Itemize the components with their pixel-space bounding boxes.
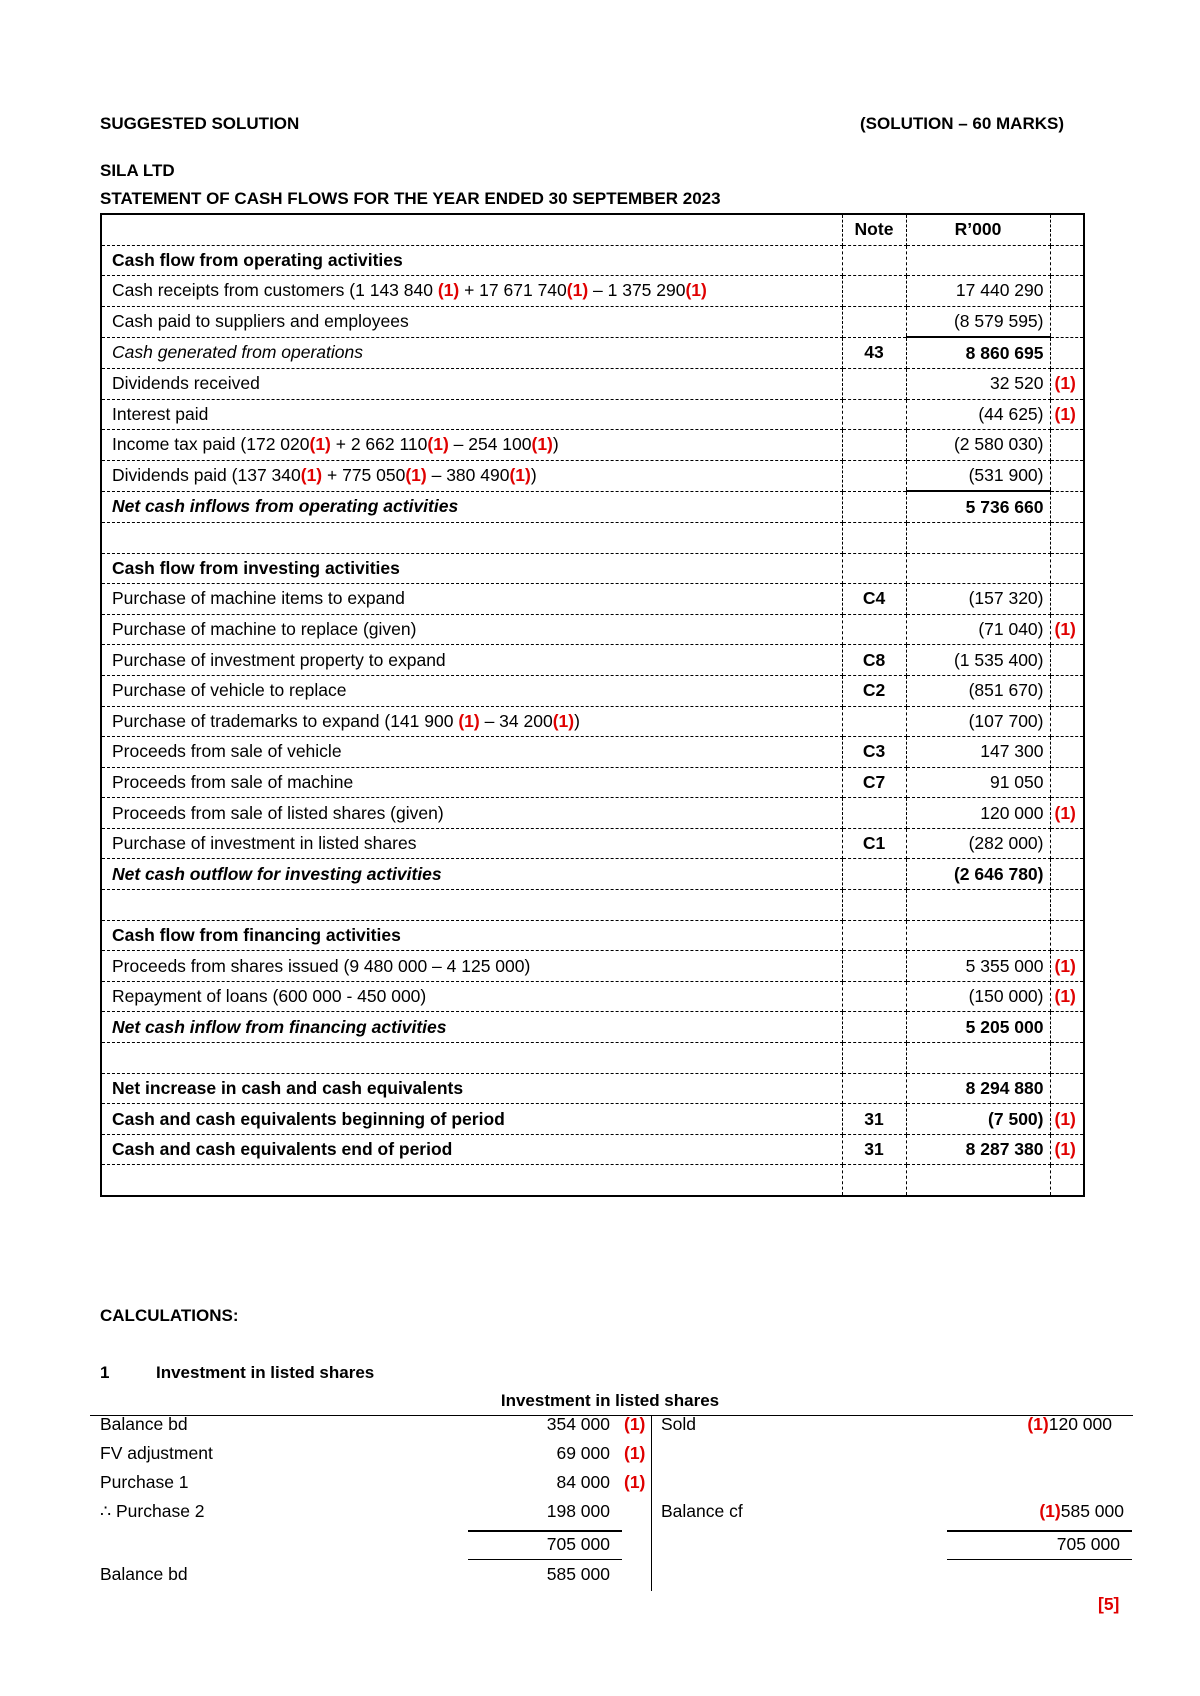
- row-description: [101, 337, 842, 368]
- row-note: [842, 522, 906, 553]
- row-amount: [906, 245, 1050, 276]
- debit-bd-amount: 585 000: [546, 1564, 610, 1584]
- table-row: [101, 553, 1084, 584]
- row-amount: (8 579 595): [906, 306, 1050, 337]
- table-row: [101, 675, 1084, 706]
- inline-mark: (1): [300, 465, 323, 486]
- credit-total: 705 000: [947, 1530, 1132, 1555]
- table-row: [101, 522, 1084, 553]
- row-description: [101, 859, 842, 890]
- row-text: Proceeds from sale of machine: [112, 771, 354, 792]
- table-row: [101, 1165, 1084, 1196]
- row-note: [842, 491, 906, 522]
- table-row: [101, 828, 1084, 859]
- row-mark: [1050, 337, 1084, 368]
- row-mark: [1050, 245, 1084, 276]
- row-text: Purchase of machine items to expand: [112, 588, 405, 609]
- row-text: ): [552, 434, 559, 455]
- row-amount: 5 736 660: [906, 491, 1050, 522]
- row-text: Income tax paid (172 020: [112, 434, 310, 455]
- row-note: C3: [842, 737, 906, 768]
- header-note: Note: [842, 214, 906, 245]
- company-name: SILA LTD: [100, 161, 175, 180]
- row-mark: [1050, 1043, 1084, 1074]
- row-note: 31: [842, 1134, 906, 1165]
- row-text: Purchase of machine to replace (given): [112, 619, 417, 640]
- row-note: C8: [842, 645, 906, 676]
- row-mark: [1050, 1012, 1084, 1043]
- debit-bd-label: Balance bd: [100, 1564, 188, 1584]
- row-description: [101, 737, 842, 768]
- row-amount: [906, 522, 1050, 553]
- row-text: + 775 050: [322, 465, 406, 486]
- inline-mark: (1): [685, 280, 707, 301]
- row-mark: [1050, 460, 1084, 491]
- table-row: [101, 430, 1084, 461]
- row-amount: [906, 890, 1050, 921]
- row-text: ): [530, 465, 537, 486]
- row-mark: [1050, 584, 1084, 615]
- row-description: [101, 399, 842, 430]
- row-mark: [1050, 890, 1084, 921]
- row-amount: [906, 920, 1050, 951]
- row-description: [101, 614, 842, 645]
- row-description: [101, 276, 842, 307]
- credit-row-sold-amount: (1)120 000: [1027, 1414, 1112, 1434]
- row-note: 31: [842, 1104, 906, 1135]
- row-amount: (71 040): [906, 614, 1050, 645]
- debit-row-mark: (1): [624, 1443, 646, 1463]
- table-row: [101, 337, 1084, 368]
- row-description: [101, 430, 842, 461]
- table-row: [101, 491, 1084, 522]
- debit-row-mark: (1): [624, 1414, 646, 1434]
- table-row: [101, 614, 1084, 645]
- table-row: [101, 368, 1084, 399]
- row-text: Purchase of investment in listed shares: [112, 833, 417, 854]
- header-description: [101, 214, 842, 245]
- row-mark: [1050, 430, 1084, 461]
- t-account-divider: [651, 1415, 652, 1591]
- row-mark: [1050, 522, 1084, 553]
- calc-item-number: 1: [100, 1363, 110, 1382]
- row-mark: [1050, 828, 1084, 859]
- row-description: [101, 890, 842, 921]
- table-row: [101, 1104, 1084, 1135]
- statement-title: STATEMENT OF CASH FLOWS FOR THE YEAR ENDED 30 SEPTEMBER 2023: [100, 189, 721, 208]
- table-row: [101, 460, 1084, 491]
- row-mark: [1050, 553, 1084, 584]
- row-description: [101, 767, 842, 798]
- row-amount: 8 860 695: [906, 337, 1050, 368]
- row-note: [842, 859, 906, 890]
- row-note: [842, 1165, 906, 1196]
- debit-total: 705 000: [468, 1530, 622, 1555]
- row-text: + 2 662 110: [330, 434, 428, 455]
- row-text: Cash flow from operating activities: [112, 249, 403, 270]
- row-mark: (1): [1050, 798, 1084, 829]
- inline-mark: (1): [509, 465, 531, 486]
- row-note: C4: [842, 584, 906, 615]
- credit-row-balance-label: Balance cf: [661, 1501, 743, 1521]
- t-account-title: Investment in listed shares: [500, 1391, 720, 1410]
- row-description: [101, 553, 842, 584]
- row-text: Proceeds from sale of listed shares (given): [112, 802, 444, 823]
- row-note: [842, 1073, 906, 1104]
- row-text: Net cash inflows from operating activities: [112, 496, 459, 517]
- row-amount: 8 287 380: [906, 1134, 1050, 1165]
- row-amount: (7 500): [906, 1104, 1050, 1135]
- row-mark: [1050, 276, 1084, 307]
- row-text: Dividends paid (137 340: [112, 465, 301, 486]
- row-description: [101, 1073, 842, 1104]
- table-row: [101, 920, 1084, 951]
- row-note: [842, 368, 906, 399]
- row-note: C2: [842, 675, 906, 706]
- row-mark: [1050, 1073, 1084, 1104]
- row-note: [842, 306, 906, 337]
- table-header-row: [101, 214, 1084, 245]
- debit-row-amount: 198 000: [546, 1501, 610, 1521]
- row-mark: [1050, 737, 1084, 768]
- row-amount: [906, 1165, 1050, 1196]
- row-note: [842, 399, 906, 430]
- row-note: [842, 614, 906, 645]
- inline-mark: (1): [427, 434, 449, 455]
- row-text: Purchase of investment property to expand: [112, 649, 446, 670]
- row-note: [842, 1043, 906, 1074]
- row-mark: [1050, 306, 1084, 337]
- row-text: ): [574, 710, 580, 731]
- table-row: [101, 890, 1084, 921]
- row-mark: (1): [1050, 368, 1084, 399]
- row-mark: (1): [1050, 1104, 1084, 1135]
- row-mark: [1050, 920, 1084, 951]
- row-description: [101, 245, 842, 276]
- row-text: Cash and cash equivalents end of period: [112, 1139, 453, 1160]
- table-row: [101, 798, 1084, 829]
- table-row: [101, 1073, 1084, 1104]
- row-note: C1: [842, 828, 906, 859]
- row-amount: (282 000): [906, 828, 1050, 859]
- row-description: [101, 584, 842, 615]
- row-amount: 32 520: [906, 368, 1050, 399]
- row-mark: [1050, 706, 1084, 737]
- row-text: Net increase in cash and cash equivalents: [112, 1077, 464, 1098]
- credit-total-underline: [947, 1559, 1132, 1560]
- total-marks: [5]: [1098, 1594, 1120, 1614]
- row-note: [842, 981, 906, 1012]
- row-description: [101, 522, 842, 553]
- row-amount: 91 050: [906, 767, 1050, 798]
- row-amount: (44 625): [906, 399, 1050, 430]
- row-note: [842, 553, 906, 584]
- row-amount: [906, 1043, 1050, 1074]
- row-text: Dividends received: [112, 373, 260, 394]
- table-row: [101, 706, 1084, 737]
- row-note: [842, 951, 906, 982]
- row-description: [101, 1012, 842, 1043]
- row-note: [842, 1012, 906, 1043]
- debit-total-underline: [468, 1559, 622, 1560]
- row-description: [101, 1104, 842, 1135]
- row-amount: (2 646 780): [906, 859, 1050, 890]
- debit-row-amount: 354 000: [546, 1414, 610, 1434]
- table-row: [101, 306, 1084, 337]
- row-mark: (1): [1050, 981, 1084, 1012]
- row-mark: [1050, 491, 1084, 522]
- inline-mark: (1): [405, 465, 427, 486]
- row-amount: 5 355 000: [906, 951, 1050, 982]
- row-note: [842, 920, 906, 951]
- row-amount: 8 294 880: [906, 1073, 1050, 1104]
- inline-mark: (1): [552, 710, 575, 731]
- row-note: [842, 460, 906, 491]
- table-row: [101, 645, 1084, 676]
- row-amount: 147 300: [906, 737, 1050, 768]
- row-description: [101, 981, 842, 1012]
- row-text: Purchase of vehicle to replace: [112, 680, 347, 701]
- row-mark: (1): [1050, 951, 1084, 982]
- table-row: [101, 1134, 1084, 1165]
- row-text: Cash receipts from customers (1 143 840: [112, 280, 438, 301]
- row-mark: [1050, 767, 1084, 798]
- row-mark: (1): [1050, 399, 1084, 430]
- table-row: [101, 584, 1084, 615]
- header-amount: R’000: [906, 214, 1050, 245]
- header-mark: [1050, 214, 1084, 245]
- row-amount: 5 205 000: [906, 1012, 1050, 1043]
- debit-row-label: Balance bd: [100, 1414, 188, 1434]
- row-mark: [1050, 675, 1084, 706]
- row-amount: 120 000: [906, 798, 1050, 829]
- table-row: [101, 1012, 1084, 1043]
- row-description: [101, 675, 842, 706]
- row-text: Cash generated from operations: [112, 342, 363, 363]
- row-description: [101, 828, 842, 859]
- debit-row-amount: 84 000: [556, 1472, 610, 1492]
- calc-item-title: Investment in listed shares: [156, 1363, 375, 1382]
- row-text: Net cash outflow for investing activities: [112, 863, 442, 884]
- row-text: – 254 100: [448, 434, 532, 455]
- row-description: [101, 368, 842, 399]
- inline-mark: (1): [309, 434, 331, 455]
- table-row: [101, 399, 1084, 430]
- debit-row-label: FV adjustment: [100, 1443, 213, 1463]
- row-description: [101, 951, 842, 982]
- row-text: – 1 375 290: [588, 280, 686, 301]
- row-description: [101, 1043, 842, 1074]
- row-description: [101, 306, 842, 337]
- table-row: [101, 1043, 1084, 1074]
- row-description: [101, 920, 842, 951]
- row-description: [101, 1165, 842, 1196]
- row-note: 43: [842, 337, 906, 368]
- row-text: + 17 671 740: [459, 280, 567, 301]
- table-row: [101, 981, 1084, 1012]
- table-row: [101, 767, 1084, 798]
- row-text: Repayment of loans (600 000 - 450 000): [112, 986, 427, 1007]
- table-row: [101, 276, 1084, 307]
- credit-row-balance-amount: (1)585 000: [1039, 1501, 1124, 1521]
- row-text: Cash paid to suppliers and employees: [112, 311, 409, 332]
- inline-mark: (1): [566, 280, 589, 301]
- row-description: [101, 645, 842, 676]
- row-description: [101, 491, 842, 522]
- row-note: [842, 706, 906, 737]
- inline-mark: (1): [458, 710, 480, 731]
- table-row: [101, 951, 1084, 982]
- inline-mark: (1): [437, 280, 460, 301]
- row-note: [842, 430, 906, 461]
- debit-row-label: ∴ Purchase 2: [100, 1501, 205, 1521]
- debit-row-amount: 69 000: [556, 1443, 610, 1463]
- row-mark: (1): [1050, 614, 1084, 645]
- row-text: Proceeds from shares issued (9 480 000 – 4 125 000): [112, 955, 531, 976]
- calculations-heading: CALCULATIONS:: [100, 1306, 239, 1325]
- debit-row-label: Purchase 1: [100, 1472, 189, 1492]
- table-row: [101, 245, 1084, 276]
- row-text: Purchase of trademarks to expand (141 900: [112, 710, 459, 731]
- row-mark: [1050, 1165, 1084, 1196]
- row-text: Interest paid: [112, 403, 209, 424]
- row-mark: [1050, 859, 1084, 890]
- row-amount: (107 700): [906, 706, 1050, 737]
- row-note: [842, 890, 906, 921]
- row-mark: [1050, 645, 1084, 676]
- row-note: [842, 245, 906, 276]
- row-amount: (531 900): [906, 460, 1050, 491]
- row-note: [842, 276, 906, 307]
- row-amount: (150 000): [906, 981, 1050, 1012]
- cash-flow-table: [100, 213, 1085, 1197]
- row-note: [842, 798, 906, 829]
- row-text: Cash and cash equivalents beginning of period: [112, 1108, 505, 1129]
- row-amount: [906, 553, 1050, 584]
- row-text: Net cash inflow from financing activities: [112, 1016, 447, 1037]
- credit-row-sold-label: Sold: [661, 1414, 697, 1434]
- row-text: – 34 200: [479, 710, 553, 731]
- header-right: (SOLUTION – 60 MARKS): [860, 114, 1065, 133]
- row-mark: (1): [1050, 1134, 1084, 1165]
- table-row: [101, 859, 1084, 890]
- row-description: [101, 706, 842, 737]
- row-text: Cash flow from financing activities: [112, 924, 401, 945]
- row-description: [101, 1134, 842, 1165]
- row-text: – 380 490: [426, 465, 510, 486]
- table-row: [101, 737, 1084, 768]
- row-amount: 17 440 290: [906, 276, 1050, 307]
- row-text: Cash flow from investing activities: [112, 557, 400, 578]
- row-amount: (851 670): [906, 675, 1050, 706]
- row-amount: (157 320): [906, 584, 1050, 615]
- row-description: [101, 460, 842, 491]
- row-amount: (2 580 030): [906, 430, 1050, 461]
- header-left: SUGGESTED SOLUTION: [100, 114, 300, 133]
- row-description: [101, 798, 842, 829]
- row-amount: (1 535 400): [906, 645, 1050, 676]
- row-text: Proceeds from sale of vehicle: [112, 741, 342, 762]
- inline-mark: (1): [531, 434, 553, 455]
- row-note: C7: [842, 767, 906, 798]
- debit-row-mark: (1): [624, 1472, 646, 1492]
